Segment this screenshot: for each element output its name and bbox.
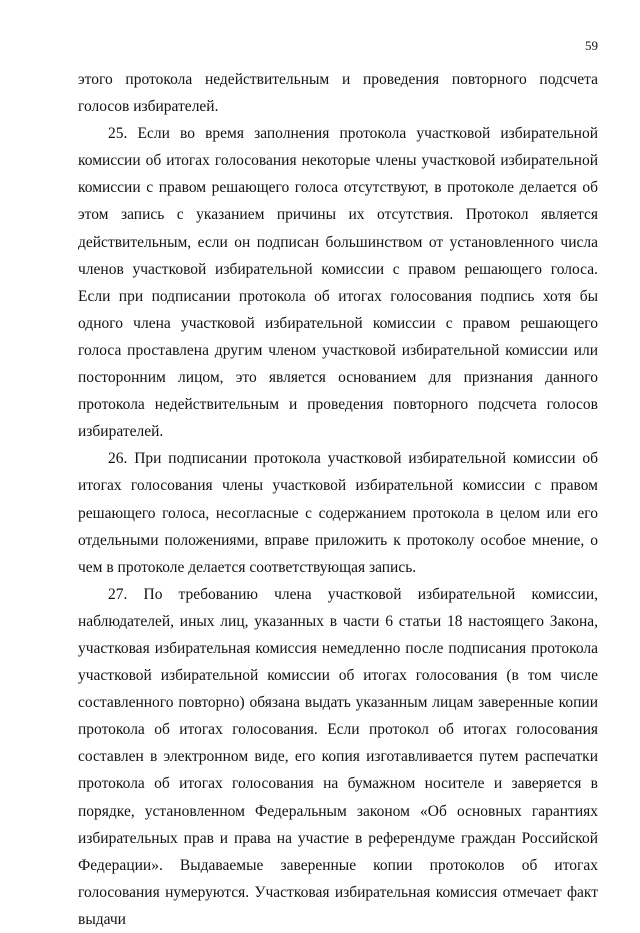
- paragraph-continuation: этого протокола недействительным и проведения повторного подсчета голосов избирателей.: [78, 71, 598, 116]
- paragraph-item-27: 27. По требованию члена участковой избирательной комиссии, наблюдателей, иных лиц, указанных в части 6 статьи 18 настоящего Закона, участковая избирательная комиссия немедленно после подписания протокола участковой избирательной комиссии об итогах голосования (в том числе составленного повторно) обязана выдать указанным лицам заверенные копии протокола об итогах голосования. Если протокол об итогах голосования составлен в электронном виде, его копия изготавливается путем распечатки протокола об итогах голосования на бумажном носителе и заверяется в порядке, установленном Федеральным законом «Об основных гарантиях избирательных прав и права на участие в референдуме граждан Российской Федерации». Выдаваемые заверенные копии протоколов об итогах голосования нумеруются. Участковая избирательная комиссия отмечает факт выдачи: [78, 585, 598, 928]
- paragraph-item-26: 26. При подписании протокола участковой избирательной комиссии об итогах голосования члены участковой избирательной комиссии с правом решающего голоса, несогласные с содержанием протокола в целом или его отдельными положениями, вправе приложить к протоколу особое мнение, о чем в протоколе делается соответствующая запись.: [78, 450, 598, 576]
- document-body: [78, 66, 598, 933]
- paragraph-item-25: 25. Если во время заполнения протокола участковой избирательной комиссии об итогах голосования некоторые члены участковой избирательной комиссии с правом решающего голоса отсутствуют, в протоколе делается об этом запись с указанием причины их отсутствия. Протокол является действительным, если он подписан большинством от установленного числа членов участковой избирательной комиссии с правом решающего голоса. Если при подписании протокола об итогах голосования подпись хотя бы одного члена участковой избирательной комиссии с правом решающего голоса проставлена другим членом участковой избирательной комиссии или посторонним лицом, это является основанием для признания данного протокола недействительным и проведения повторного подсчета голосов избирателей.: [78, 125, 598, 441]
- page-number: 59: [585, 38, 598, 53]
